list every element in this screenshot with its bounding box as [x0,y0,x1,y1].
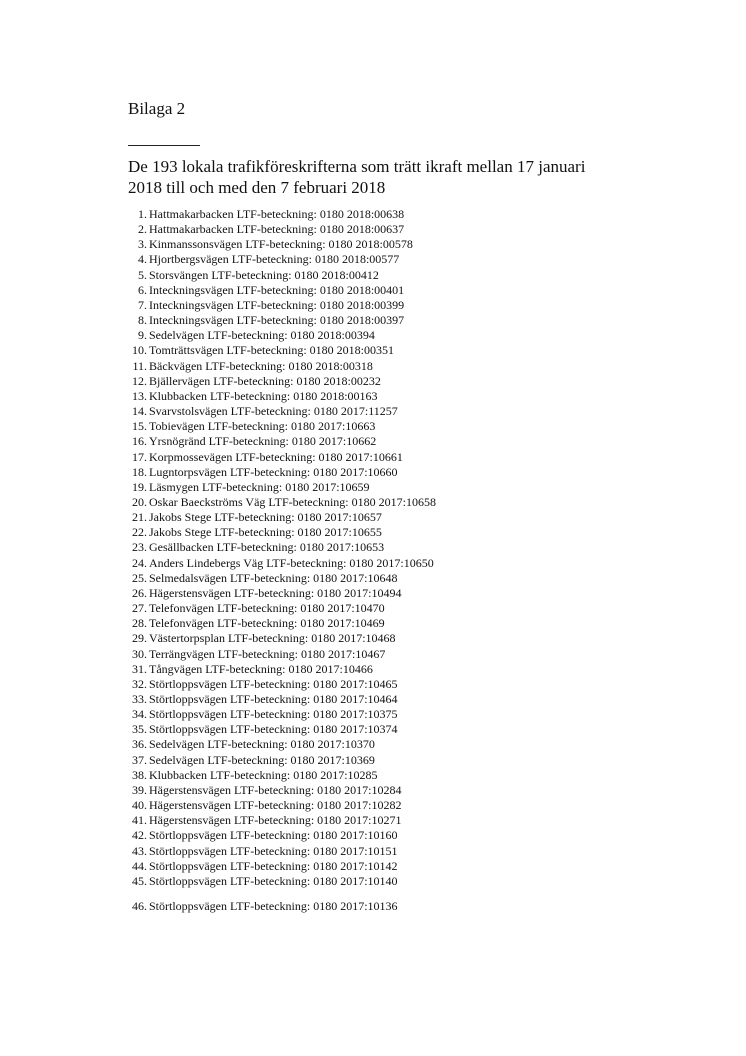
list-item [128,737,608,752]
list-item-number: 16. [132,434,147,449]
list-item [128,480,608,495]
list-item [128,692,608,707]
list-item-text: Störtloppsvägen LTF-beteckning: 0180 2017:10464 [149,692,398,706]
list-item-text: Bäckvägen LTF-beteckning: 0180 2018:00318 [149,358,373,373]
list-item [128,252,608,267]
list-item [128,450,608,465]
list-item-number: 22. [132,525,147,540]
list-item-number: 37. [132,752,147,767]
list-item-text: Jakobs Stege LTF-beteckning: 0180 2017:10655 [149,525,382,540]
list-item-text: Störtloppsvägen LTF-beteckning: 0180 2017:10160 [149,828,398,843]
list-item-number: 15. [132,419,147,434]
list-item-number: 9. [138,328,147,343]
list-item [128,495,608,510]
list-item [128,662,608,677]
list-item [128,237,608,252]
list-item [128,283,608,298]
list-item-text: Yrsnögränd LTF-beteckning: 0180 2017:10662 [149,434,377,449]
list-item [128,753,608,768]
list-item [128,268,608,283]
list-item [128,374,608,389]
list-item-text: Störtloppsvägen LTF-beteckning: 0180 2017:10465 [149,676,398,691]
list-item-number: 24. [132,555,147,570]
list-item-text: Sedelvägen LTF-beteckning: 0180 2018:00394 [149,328,375,343]
list-item [128,722,608,737]
list-item-text: Korpmossevägen LTF-beteckning: 0180 2017:10661 [149,449,403,464]
list-item-number: 29. [132,631,147,646]
list-item-number: 34. [132,707,147,722]
list-item-text: Störtloppsvägen LTF-beteckning: 0180 2017:10375 [149,707,398,722]
list-item [128,298,608,313]
list-item-text: Inteckningsvägen LTF-beteckning: 0180 2018:00401 [149,282,405,297]
list-item-number: 18. [132,464,147,479]
list-item-text: Sedelvägen LTF-beteckning: 0180 2017:10369 [149,752,375,767]
list-item-text: Telefonvägen LTF-beteckning: 0180 2017:10469 [149,616,385,631]
list-item-number: 12. [132,373,147,388]
list-item-text: Svarvstolsvägen LTF-beteckning: 0180 2017:11257 [149,404,398,419]
list-item [128,798,608,813]
list-item-number: 19. [132,479,147,494]
list-item-text: Terrängvägen LTF-beteckning: 0180 2017:10467 [149,646,386,661]
list-item [128,707,608,722]
list-item [128,783,608,798]
list-item-number: 42. [132,828,147,843]
list-item-text: Hägerstensvägen LTF-beteckning: 0180 2017:10282 [149,798,402,813]
divider [128,145,200,146]
list-item-text: Sedelvägen LTF-beteckning: 0180 2017:10370 [149,737,375,752]
list-item [128,813,608,828]
list-item-text: Störtloppsvägen LTF-beteckning: 0180 2017:10136 [149,899,398,914]
list-item-text: Inteckningsvägen LTF-beteckning: 0180 2018:00399 [149,297,405,312]
list-item [128,510,608,525]
list-item [128,647,608,662]
list-item-number: 43. [132,843,147,858]
list-item-text: Bjällervägen LTF-beteckning: 0180 2018:00232 [149,373,381,388]
list-item [128,859,608,874]
list-item-text: Hjortbergsvägen LTF-beteckning: 0180 2018:00577 [149,252,400,267]
list-item-text: Hägerstensvägen LTF-beteckning: 0180 2017:10271 [149,813,402,828]
list-item [128,586,608,601]
list-item-number: 25. [132,570,147,585]
list-item-text: Klubbacken LTF-beteckning: 0180 2017:10285 [149,767,378,782]
list-item-number: 41. [132,813,147,828]
list-item [128,328,608,343]
regulation-list [128,207,608,914]
list-item-number: 17. [132,449,147,464]
list-item-number: 23. [132,540,147,555]
list-item-text: Inteckningsvägen LTF-beteckning: 0180 2018:00397 [149,313,405,328]
list-item-text: Störtloppsvägen LTF-beteckning: 0180 2017:10374 [149,722,398,737]
list-item-text: Anders Lindebergs Väg LTF-beteckning: 0180 2017:10650 [149,555,434,570]
list-item-text: Hattmakarbacken LTF-beteckning: 0180 2018:00638 [149,207,405,221]
list-item [128,222,608,237]
list-item-number: 40. [132,798,147,813]
list-item-number: 3. [138,237,147,252]
list-item-number: 6. [138,282,147,297]
list-item-text: Telefonvägen LTF-beteckning: 0180 2017:10470 [149,601,385,616]
list-item-number: 36. [132,737,147,752]
list-item-number: 28. [132,616,147,631]
list-item-text: Lugntorpsvägen LTF-beteckning: 0180 2017:10660 [149,464,398,479]
list-item [128,434,608,449]
list-item-text: Jakobs Stege LTF-beteckning: 0180 2017:10657 [149,510,382,525]
list-item [128,313,608,328]
list-item [128,465,608,480]
list-item-number: 13. [132,388,147,403]
list-item [128,540,608,555]
list-item-number: 26. [132,585,147,600]
list-item [128,631,608,646]
list-item [128,844,608,859]
list-item-number: 27. [132,601,147,616]
list-item-text: Västertorpsplan LTF-beteckning: 0180 2017:10468 [149,631,396,646]
list-item [128,677,608,692]
list-item-number: 35. [132,722,147,737]
list-item-number: 38. [132,767,147,782]
list-item [128,768,608,783]
list-item-text: Hattmakarbacken LTF-beteckning: 0180 2018:00637 [149,222,405,237]
list-item [128,359,608,374]
list-item [128,899,608,914]
list-item-text: Gesällbacken LTF-beteckning: 0180 2017:10653 [149,540,385,555]
list-item-text: Oskar Baeckströms Väg LTF-beteckning: 0180 2017:10658 [149,494,436,509]
list-item-text: Störtloppsvägen LTF-beteckning: 0180 2017:10140 [149,873,398,888]
list-item-number: 4. [138,252,147,267]
list-item [128,404,608,419]
list-item [128,601,608,616]
list-item-number: 5. [138,267,147,282]
list-item-text: Störtloppsvägen LTF-beteckning: 0180 2017:10151 [149,843,398,858]
list-item [128,389,608,404]
list-item [128,616,608,631]
list-item-number: 21. [132,510,147,525]
list-item-text: Kinmanssonsvägen LTF-beteckning: 0180 2018:00578 [149,237,413,252]
list-item-text: Selmedalsvägen LTF-beteckning: 0180 2017:10648 [149,570,398,585]
list-item-number: 46. [132,899,147,914]
list-item-number: 32. [132,676,147,691]
list-item-number: 39. [132,782,147,797]
list-item-number: 31. [132,661,147,676]
list-item-number: 7. [138,297,147,312]
list-item [128,828,608,843]
list-item-number: 10. [132,343,147,358]
list-item [128,556,608,571]
list-item-text: Hägerstensvägen LTF-beteckning: 0180 2017:10284 [149,782,402,797]
list-item-text: Klubbacken LTF-beteckning: 0180 2018:00163 [149,388,378,403]
list-item-number: 44. [132,858,147,873]
list-item-text: Hägerstensvägen LTF-beteckning: 0180 2017:10494 [149,585,402,600]
list-item-number: 2. [138,222,147,237]
list-item-text: Läsmygen LTF-beteckning: 0180 2017:10659 [149,479,370,494]
list-item-text: Tomträttsvägen LTF-beteckning: 0180 2018:00351 [149,343,395,358]
list-item-text: Tobievägen LTF-beteckning: 0180 2017:10663 [149,419,376,434]
list-item [128,419,608,434]
list-item [128,874,608,889]
page-heading: Bilaga 2 [128,99,186,118]
list-item-number: 14. [132,404,147,419]
list-item [128,207,608,222]
list-item [128,571,608,586]
list-item-number: 30. [132,646,147,661]
list-item-text: Störtloppsvägen LTF-beteckning: 0180 2017:10142 [149,858,398,873]
list-item-number: 1. [138,207,147,221]
list-item [128,343,608,358]
list-item-number: 45. [132,873,147,888]
list-item-number: 11. [132,358,147,373]
list-item-text: Storsvängen LTF-beteckning: 0180 2018:00412 [149,267,379,282]
page-title: De 193 lokala trafikföreskrifterna som trätt ikraft mellan 17 januari 2018 till och med den 7 februari 2018 [128,157,586,197]
list-item-number: 20. [132,494,147,509]
list-item-text: Tångvägen LTF-beteckning: 0180 2017:10466 [149,661,373,676]
list-item [128,525,608,540]
list-item-number: 8. [138,313,147,328]
list-item-number: 33. [132,692,147,706]
